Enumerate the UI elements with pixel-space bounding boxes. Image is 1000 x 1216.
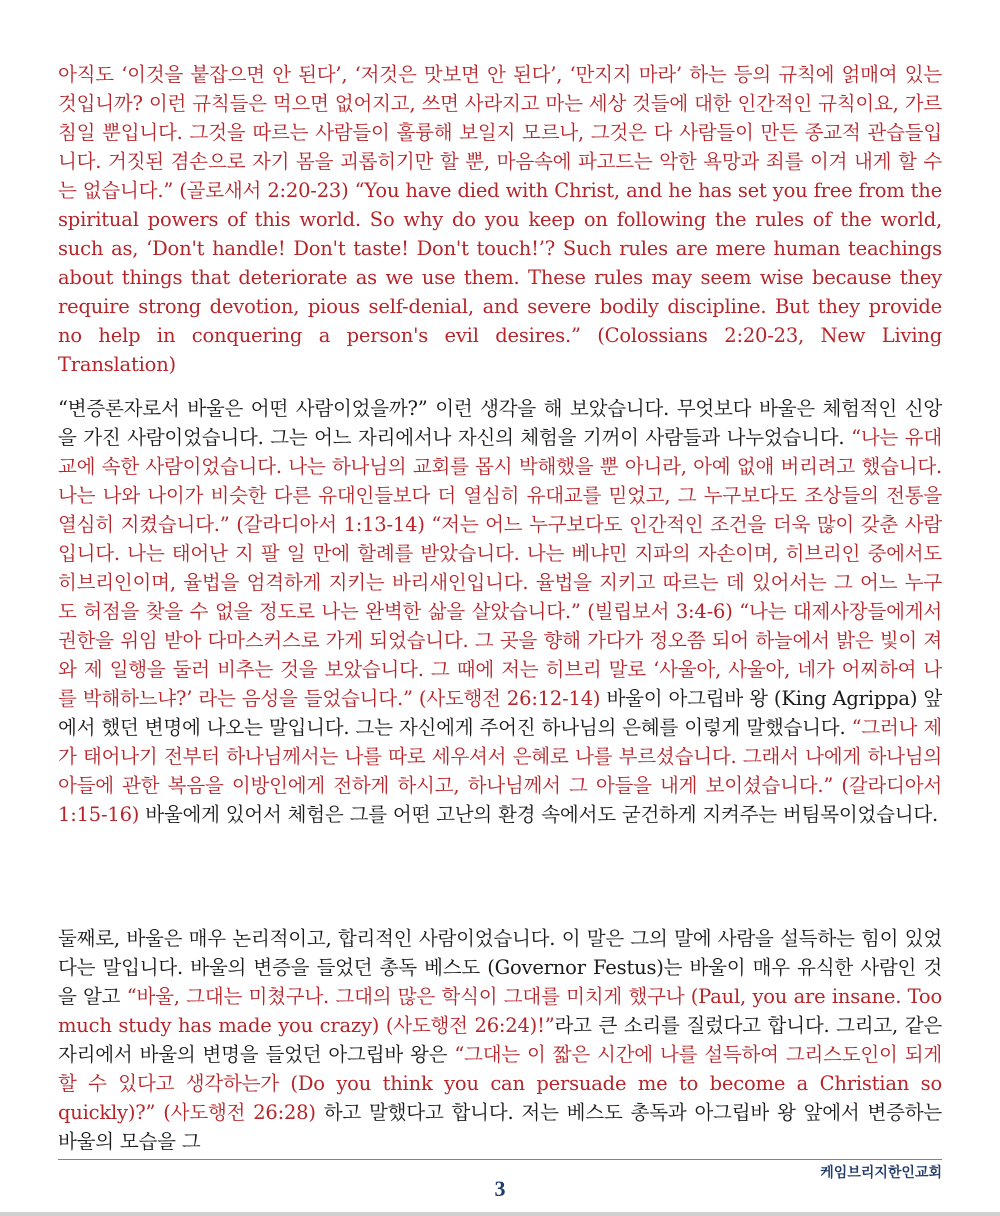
paragraph-colossians-quote bbox=[58, 60, 942, 379]
scripture-quote: “나는 유대교에 속한 사람이었습니다. 나는 하나님의 교회를 몹시 박해했을 뿐 아니라, 아예 없애 버리려고 했습니다. 나는 나와 나이가 비슷한 다른 유대인들보다 더 열심히 유대교를 믿었고, 그 누구보다도 조상들의 전통을 열심히 지켰습니다.” (갈라디아서 1:13-14) “저는 어느 누구보다도 인간적인 조건을 더욱 많이 갖춘 사람입니다. 나는 태어난 지 팔 일 만에 할례를 받았습니다. 나는 베냐민 지파의 자손이며, 히브리인 중에서도 히브리인이며, 율법을 엄격하게 지키는 바리새인입니다. 율법을 지키고 따르는 데 있어서는 그 어느 누구도 허점을 찾을 수 없을 정도로 나는 완벽한 삶을 살았습니다.” (빌립보서 3:4-6) “나는 대제사장들에게서 권한을 위임 받아 다마스커스로 가게 되었습니다. 그 곳을 향해 가다가 정오쯤 되어 하늘에서 밝은 빛이 져와 제 일행을 둘러 비추는 것을 보았습니다. 그 때에 저는 히브리 말로 ‘사울아, 사울아, 네가 어찌하여 나를 박해하느냐?’ 라는 음성을 들었습니다.” (사도행전 26:12-14) bbox=[58, 426, 943, 710]
body-text: 바울에게 있어서 체험은 그를 어떤 고난의 환경 속에서도 굳건하게 지켜주는 버팀목이었습니다. bbox=[139, 803, 939, 826]
body-text: 바울이 아그립바 왕 (King Agrippa) 앞에서 했던 변명에 나오는 말입니다. 그는 자신에게 주어진 하나님의 은혜를 이렇게 말했습니다. bbox=[58, 687, 942, 739]
body-text: 하고 말했다고 합니다. 저는 베스도 총독과 아그립바 왕 앞에서 변증하는 바울의 모습을 그 bbox=[58, 1101, 942, 1153]
footer-divider bbox=[58, 1159, 942, 1160]
paragraph-logical-reasoning bbox=[58, 924, 942, 1156]
scripture-quote: “바울, 그대는 미쳤구나. 그대의 많은 학식이 그대를 미치게 했구나 (Paul, you are insane. Too much study has made you crazy) (사도행전 26:24)!” bbox=[58, 985, 942, 1037]
scripture-quote: “그러나 제가 태어나기 전부터 하나님께서는 나를 따로 세우셔서 은혜로 나를 부르셨습니다. 그래서 나에게 하나님의 아들에 관한 복음을 이방인에게 전하게 하시고, 하나님께서 그 아들을 내게 보이셨습니다.” (갈라디아서 1:15-16) bbox=[58, 716, 942, 826]
body-text: 둘째로, 바울은 매우 논리적이고, 합리적인 사람이었습니다. 이 말은 그의 말에 사람을 설득하는 힘이 있었다는 말입니다. 바울의 변증을 들었던 총독 베스도 (Governor Festus)는 바울이 매우 유식한 사람인 것을 알고 bbox=[58, 927, 942, 1008]
scripture-quote: 아직도 ‘이것을 붙잡으면 안 된다’, ‘저것은 맛보면 안 된다’, ‘만지지 마라’ 하는 등의 규칙에 얽매여 있는 것입니까? 이런 규칙들은 먹으면 없어지고, 쓰면 사라지고 마는 세상 것들에 대한 인간적인 규칙이요, 가르침일 뿐입니다. 그것을 따르는 사람들이 훌륭해 보일지 모르나, 그것은 다 사람들이 만든 종교적 관습들입니다. 거짓된 겸손으로 자기 몸을 괴롭히기만 할 뿐, 마음속에 파고드는 악한 욕망과 죄를 이겨 내게 할 수는 없습니다.” (골로새서 2:20-23) “You have died with Christ, and he has set you free from the spiritual powers of this world. So why do you keep on following the rules of the world, such as, ‘Don't handle! Don't taste! Don't touch!’? Such rules are mere human teachings about things that deteriorate as we use them. These rules may seem wise because they require strong devotion, pious self-denial, and severe bodily discipline. But they provide no help in conquering a person's evil desires.” (Colossians 2:20-23, New Living Translation) bbox=[58, 63, 942, 376]
body-text: “변증론자로서 바울은 어떤 사람이었을까?” 이런 생각을 해 보았습니다. 무엇보다 바울은 체험적인 신앙을 가진 사람이었습니다. 그는 어느 자리에서나 자신의 체험을 기꺼이 사람들과 나누었습니다. bbox=[58, 397, 942, 449]
body-text: 라고 큰 소리를 질렀다고 합니다. 그리고, 같은 자리에서 바울의 변명을 들었던 아그립바 왕은 bbox=[58, 1014, 942, 1066]
scripture-quote: “그대는 이 짧은 시간에 나를 설득하여 그리스도인이 되게 할 수 있다고 생각하는가 (Do you think you can persuade me to become a Christian so quickly)?” (사도행전 26:28) bbox=[58, 1043, 942, 1124]
page-edge bbox=[0, 1212, 1000, 1216]
church-name: 케임브리지한인교회 bbox=[820, 1165, 942, 1181]
paragraph-experiential-faith bbox=[58, 394, 942, 829]
page-number: 3 bbox=[494, 1176, 506, 1201]
